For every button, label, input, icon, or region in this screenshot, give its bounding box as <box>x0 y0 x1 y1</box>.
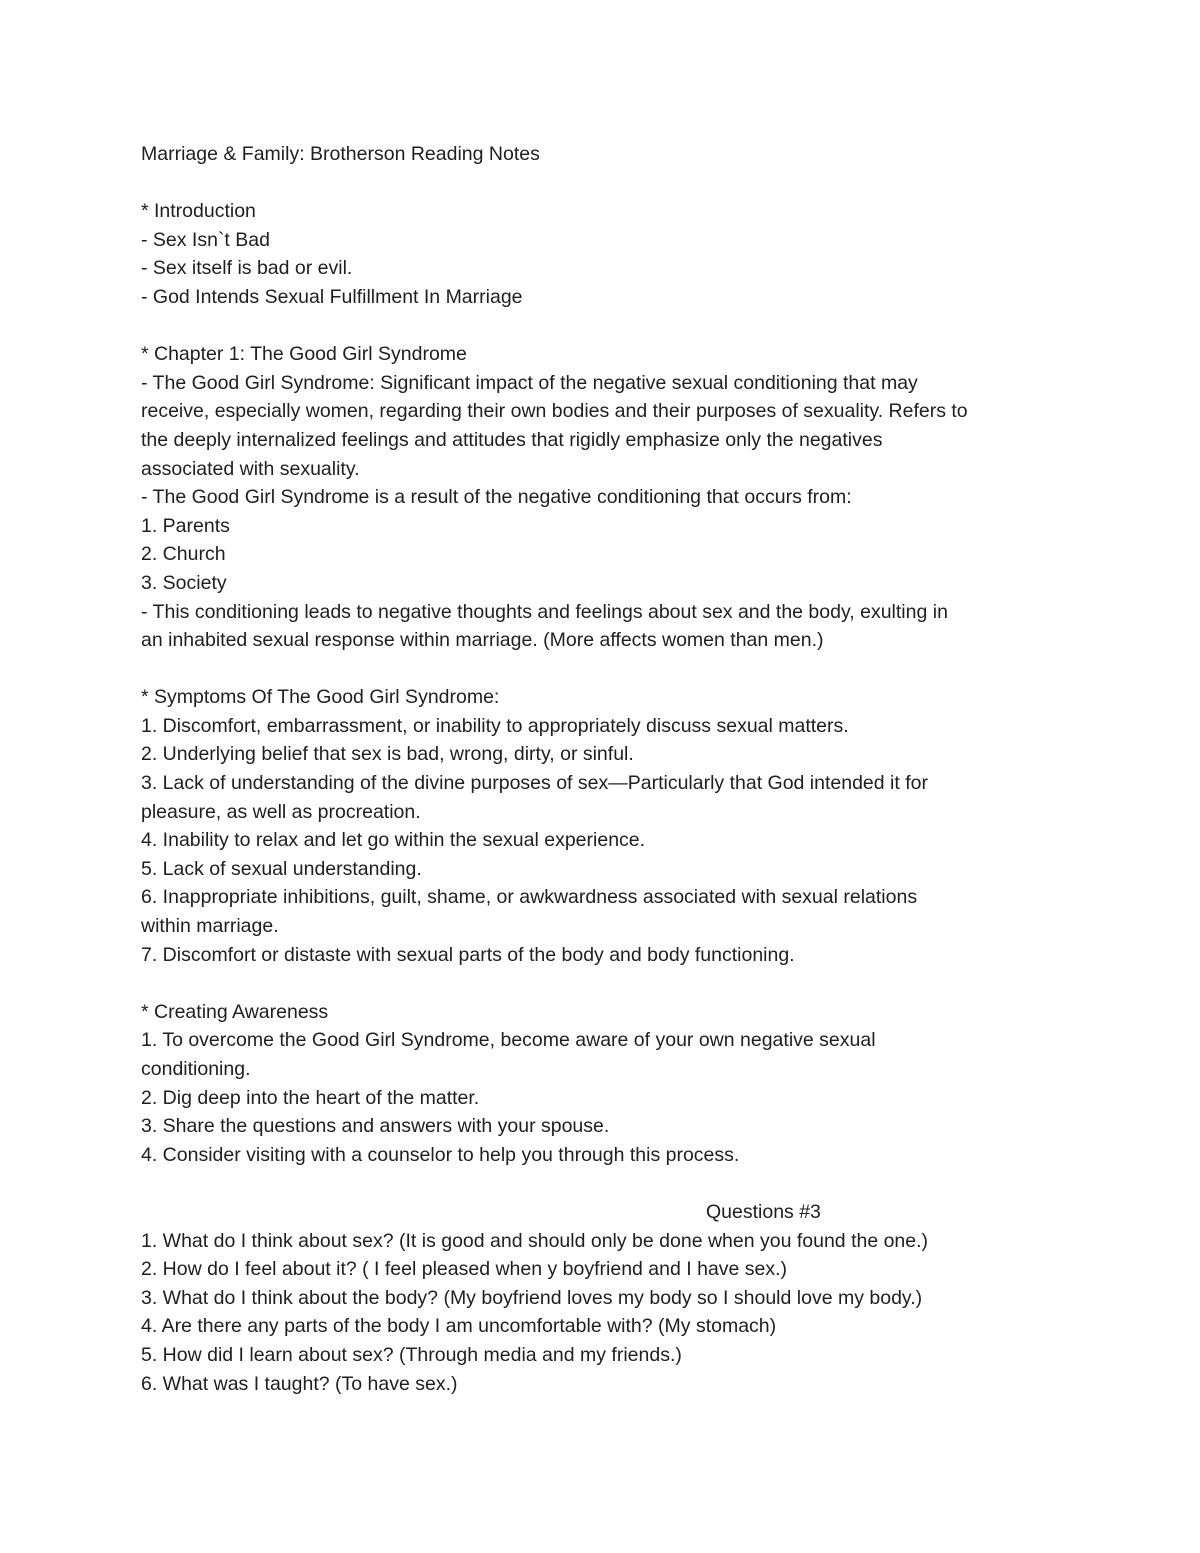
question-line: 3. What do I think about the body? (My boyfriend loves my body so I should love my body.) <box>141 1286 923 1309</box>
awareness-line: conditioning. <box>141 1058 251 1080</box>
spacer <box>141 312 1061 341</box>
chapter1-conclusion-line: an inhabited sexual response within marriage. (More affects women than men.) <box>141 629 824 652</box>
chapter1-definition-line: - The Good Girl Syndrome: Significant impact of the negative sexual conditioning that may <box>141 371 918 394</box>
symptom-line: 5. Lack of sexual understanding. <box>141 857 422 880</box>
spacer <box>141 169 1061 198</box>
introduction-item: - God Intends Sexual Fulfillment In Marriage <box>141 285 523 308</box>
questions-heading: Questions #3 <box>706 1200 821 1223</box>
question-line: 4. Are there any parts of the body I am uncomfortable with? (My stomach) <box>141 1315 777 1338</box>
document-body <box>141 140 1061 1398</box>
introduction-item: - Sex Isn`t Bad <box>141 228 270 251</box>
question-line: 1. What do I think about sex? (It is good and should only be done when you found the one.) <box>141 1229 929 1252</box>
document-title: Marriage & Family: Brotherson Reading Notes <box>141 143 540 165</box>
awareness-line: 4. Consider visiting with a counselor to help you through this process. <box>141 1143 740 1166</box>
question-line: 5. How did I learn about sex? (Through media and my friends.) <box>141 1343 682 1366</box>
awareness-heading: * Creating Awareness <box>141 1000 329 1023</box>
question-line: 2. How do I feel about it? ( I feel pleased when y boyfriend and I have sex.) <box>141 1258 788 1281</box>
chapter1-result-intro: - The Good Girl Syndrome is a result of the negative conditioning that occurs from: <box>141 486 852 509</box>
chapter1-definition-line: receive, especially women, regarding their own bodies and their purposes of sexuality. Refers to <box>141 400 968 423</box>
symptom-line: pleasure, as well as procreation. <box>141 800 421 823</box>
symptom-line: 1. Discomfort, embarrassment, or inability to appropriately discuss sexual matters. <box>141 714 849 737</box>
symptom-line: 6. Inappropriate inhibitions, guilt, shame, or awkwardness associated with sexual relations <box>141 886 918 909</box>
chapter1-definition-line: associated with sexuality. <box>141 457 360 480</box>
chapter1-source-item: 3. Society <box>141 571 227 594</box>
symptom-line: 3. Lack of understanding of the divine purposes of sex—Particularly that God intended it for <box>141 772 928 795</box>
chapter1-conclusion-line: - This conditioning leads to negative thoughts and feelings about sex and the body, exulting in <box>141 600 948 623</box>
symptom-line: 2. Underlying belief that sex is bad, wrong, dirty, or sinful. <box>141 743 634 766</box>
spacer <box>141 655 1061 684</box>
awareness-line: 1. To overcome the Good Girl Syndrome, become aware of your own negative sexual <box>141 1029 876 1052</box>
symptom-line: 4. Inability to relax and let go within the sexual experience. <box>141 829 646 852</box>
question-line: 6. What was I taught? (To have sex.) <box>141 1372 458 1395</box>
introduction-item: - Sex itself is bad or evil. <box>141 257 353 280</box>
awareness-line: 2. Dig deep into the heart of the matter. <box>141 1086 480 1109</box>
spacer <box>141 1169 1061 1198</box>
chapter1-source-item: 1. Parents <box>141 514 230 537</box>
chapter1-source-item: 2. Church <box>141 543 226 566</box>
spacer <box>141 969 1061 998</box>
symptom-line: 7. Discomfort or distaste with sexual parts of the body and body functioning. <box>141 943 795 966</box>
introduction-heading: * Introduction <box>141 200 256 223</box>
awareness-line: 3. Share the questions and answers with your spouse. <box>141 1115 610 1138</box>
symptoms-heading: * Symptoms Of The Good Girl Syndrome: <box>141 686 500 709</box>
chapter1-definition-line: the deeply internalized feelings and attitudes that rigidly emphasize only the negatives <box>141 428 883 451</box>
symptom-line: within marriage. <box>141 915 279 938</box>
chapter1-heading: * Chapter 1: The Good Girl Syndrome <box>141 343 467 366</box>
